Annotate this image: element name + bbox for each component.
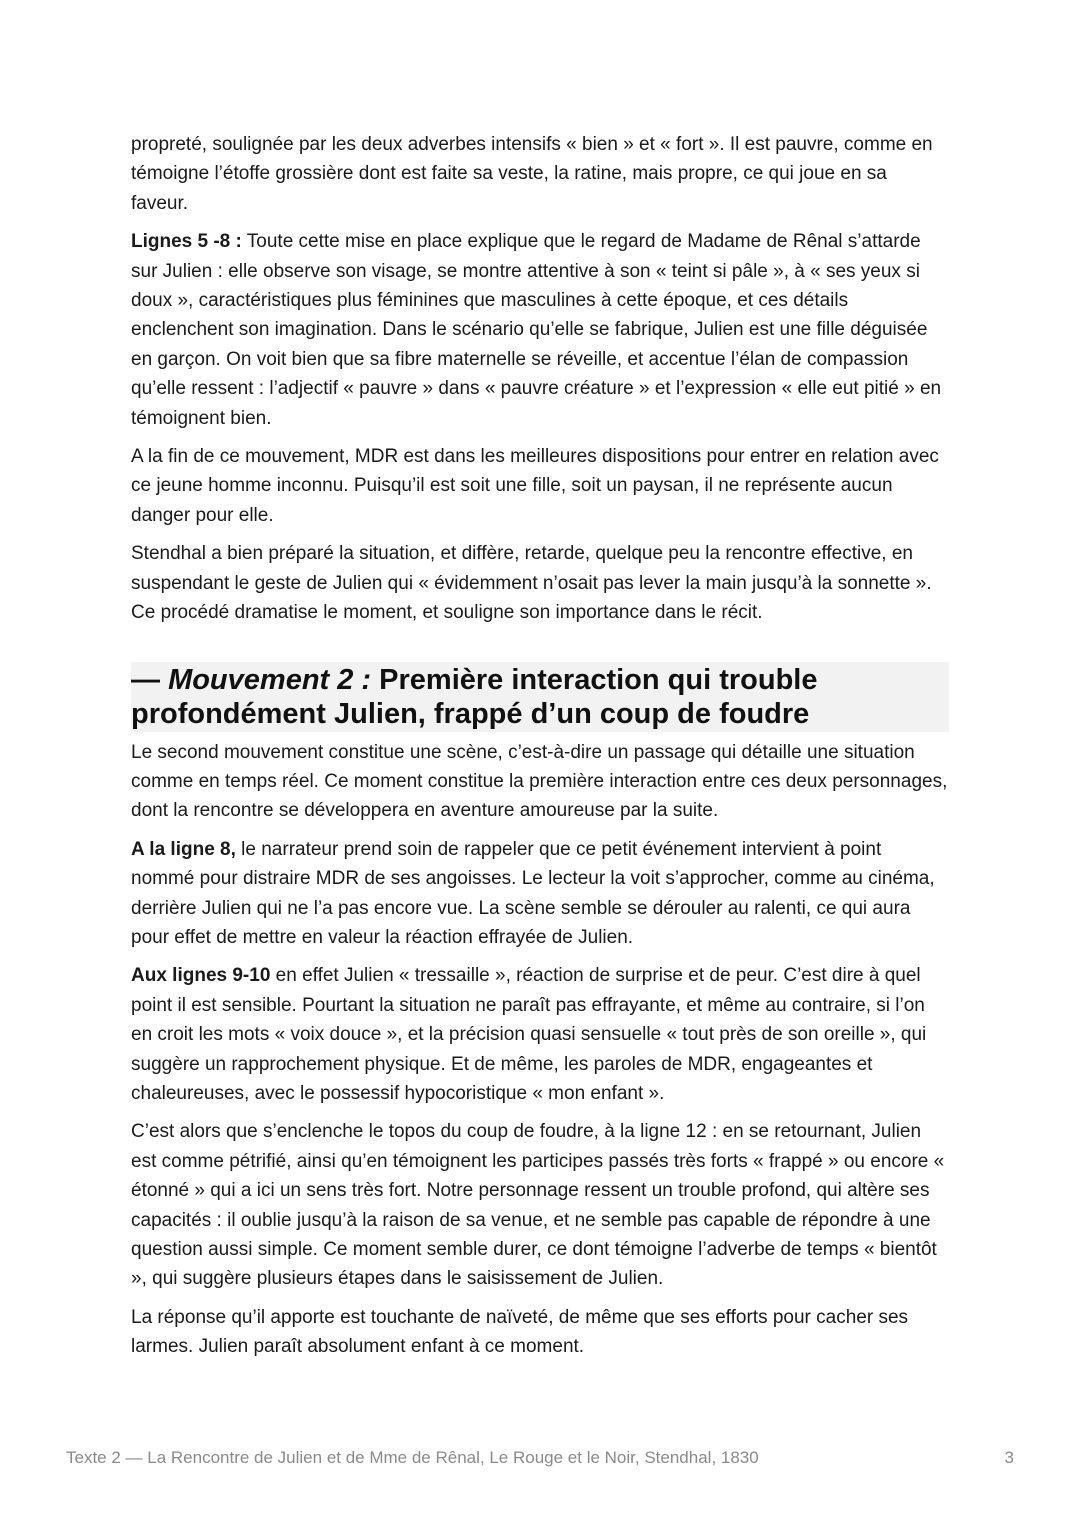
paragraph-text: le narrateur prend soin de rappeler que ce petit événement intervient à point nommé pour distraire MDR de ses angoisses. Le lecteur la voit s’approcher, comme au cinéma, derrière Julien qui ne l’a pas encore vue. La scène semble se dérouler au ralenti, ce qui aura pour effet de mettre en valeur la réaction effrayée de Julien. xyxy=(131,838,935,948)
paragraph-text: Le second mouvement constitue une scène, c’est-à-dire un passage qui détaille une situation comme en temps réel. Ce moment constitue la première interaction entre ces deux personnages, dont la rencontre se développera en aventure amoureuse par la suite. xyxy=(131,741,948,822)
paragraph-text: C’est alors que s’enclenche le topos du coup de foudre, à la ligne 12 : en se retournant, Julien est comme pétrifié, ainsi qu’en témoignent les participes passés très forts « frappé » ou encore « étonné » qui a ici un sens très fort. Notre personnage ressent un trouble profond, qui altère ses capacités : il oublie jusqu’à la raison de sa venue, et ne semble pas capable de répondre à une question aussi simple. Ce moment semble durer, ce dont témoigne l’adverbe de temps « bientôt », qui suggère plusieurs étapes dans le saisissement de Julien. xyxy=(131,1121,945,1290)
page-footer xyxy=(66,1448,1014,1468)
paragraph-text: en effet Julien « tressaille », réaction de surprise et de peur. C’est dire à quel point il est sensible. Pourtant la situation ne paraît pas effrayante, et même au contraire, si l’on en croit les mots « voix douce », et la précision quasi sensuelle « tout près de son oreille », qui suggère un rapprochement physique. Et de même, les paroles de MDR, engageantes et chaleureuses, avec le possessif hypocoristique « mon enfant ». xyxy=(131,965,927,1104)
page-number: 3 xyxy=(1004,1448,1014,1467)
paragraph-text: A la fin de ce mouvement, MDR est dans les meilleures dispositions pour entrer en relation avec ce jeune homme inconnu. Puisqu’il est soit une fille, soit un paysan, il ne représente aucun danger pour elle. xyxy=(131,446,939,526)
paragraph xyxy=(131,1303,949,1362)
page-content xyxy=(131,130,949,1371)
paragraph xyxy=(131,1117,949,1293)
heading-prefix: — xyxy=(131,663,169,696)
paragraph xyxy=(131,227,949,433)
paragraph xyxy=(131,961,949,1108)
paragraph-text: Toute cette mise en place explique que le regard de Madame de Rênal s’attarde sur Julien : elle observe son visage, se montre attentive à son « teint si pâle », à « ses yeux si doux », caractéristiques plus féminines que masculines à cette époque, et ces détails enclenchent son imagination. Dans le scénario qu’elle se fabrique, Julien est une fille déguisée en garçon. On voit bien que sa fibre maternelle se réveille, et accentue l’élan de compassion qu’elle ressent : l’adjectif « pauvre » dans « pauvre créature » et l’expression « elle eut pitié » en témoignent bien. xyxy=(131,231,942,429)
paragraph xyxy=(131,442,949,530)
paragraph xyxy=(131,738,949,826)
paragraph xyxy=(131,130,949,218)
paragraph-lead: A la ligne 8, xyxy=(131,838,236,860)
heading-italic: Mouvement 2 : xyxy=(168,663,372,696)
paragraph-text: Stendhal a bien préparé la situation, et diffère, retarde, quelque peu la rencontre effective, en suspendant le geste de Julien qui « évidemment n’osait pas lever la main jusqu’à la sonnette ». Ce procédé dramatise le moment, et souligne son importance dans le récit. xyxy=(131,543,932,624)
paragraph-lead: Aux lignes 9-10 xyxy=(131,965,271,987)
paragraph xyxy=(131,835,949,953)
section-heading xyxy=(131,662,949,732)
paragraph-text: La réponse qu’il apporte est touchante de naïveté, de même que ses efforts pour cacher ses larmes. Julien paraît absolument enfant à ce moment. xyxy=(131,1306,909,1358)
paragraph-lead: Lignes 5 -8 : xyxy=(131,231,242,253)
footer-title: Texte 2 — La Rencontre de Julien et de Mme de Rênal, Le Rouge et le Noir, Stendhal, 1830 xyxy=(66,1448,759,1467)
paragraph-text: propreté, soulignée par les deux adverbes intensifs « bien » et « fort ». Il est pauvre, comme en témoigne l’étoffe grossière dont est faite sa veste, la ratine, mais propre, ce qui joue en sa faveur. xyxy=(131,134,933,214)
heading-rest: Première interaction qui trouble profondément Julien, frappé d’un coup de foudre xyxy=(131,663,818,730)
paragraph xyxy=(131,539,949,627)
